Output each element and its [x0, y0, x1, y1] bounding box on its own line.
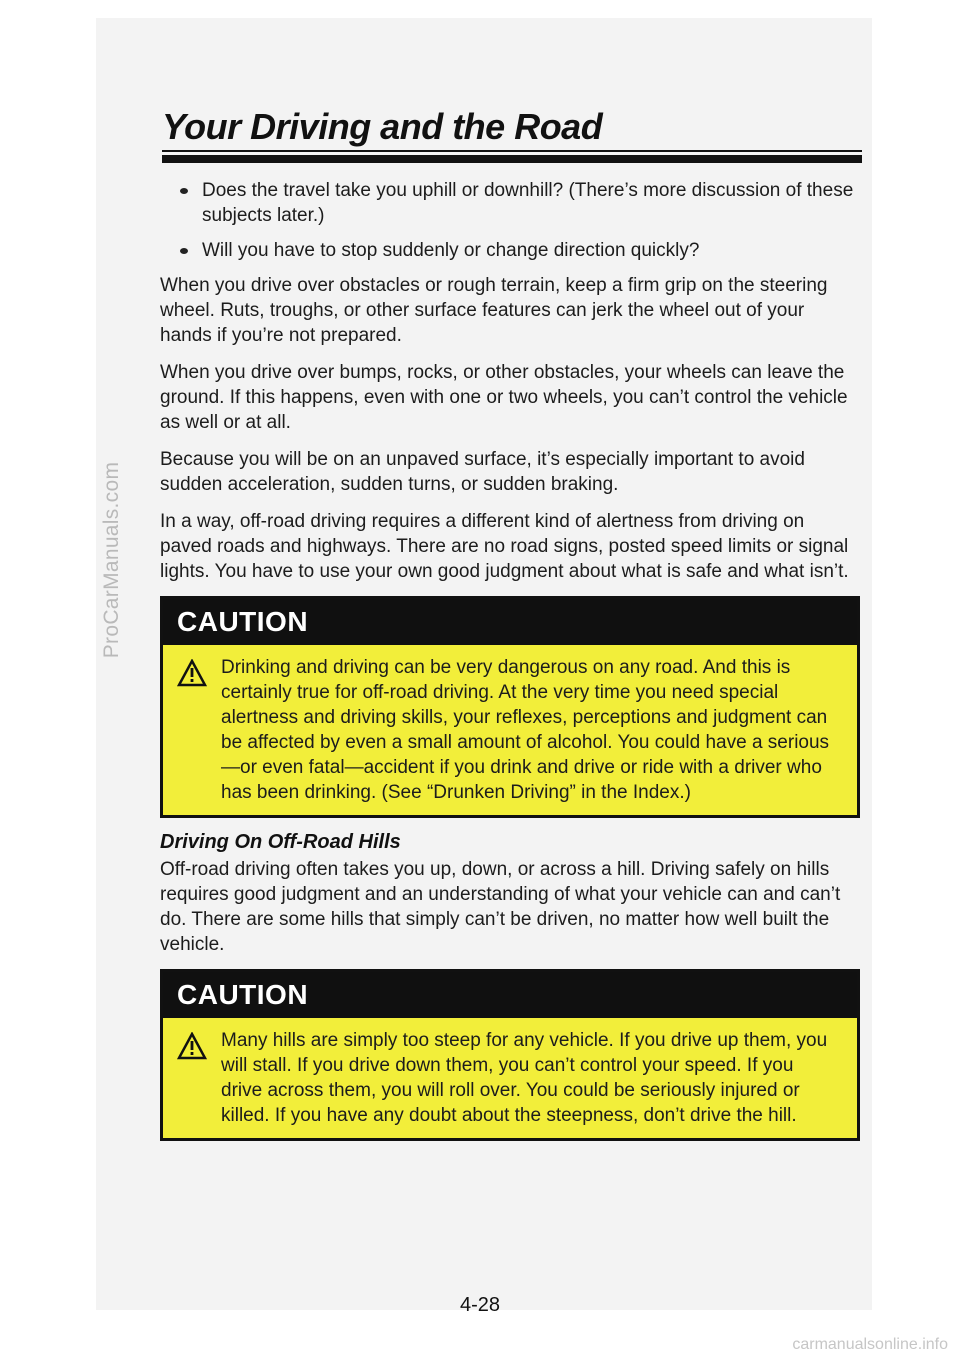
- bullet-text: Does the travel take you uphill or downhill? (There’s more discussion of these subjects later.): [202, 180, 854, 226]
- bullet-item: [160, 178, 860, 228]
- page-number: 4-28: [459, 1294, 501, 1316]
- paragraph: When you drive over obstacles or rough terrain, keep a firm grip on the steering wheel. Ruts, troughs, or other surface features can jerk the wheel out of your hands if you’re not prepared.: [160, 275, 828, 346]
- page-content: [160, 178, 860, 1153]
- caution-box: [160, 596, 860, 818]
- paragraph: When you drive over bumps, rocks, or other obstacles, your wheels can leave the ground. If this happens, even with one or two wheels, you can’t control the vehicle as well or at all.: [160, 362, 848, 433]
- bullet-item: [160, 238, 860, 263]
- caution-heading: CAUTION: [163, 599, 857, 645]
- paragraph: Off-road driving often takes you up, down, or across a hill. Driving safely on hills requires good judgment and an understanding of what your vehicle can and can’t do. There are some hills that simply can’t be driven, no matter how well built the vehicle.: [160, 859, 841, 955]
- warning-triangle-icon: [177, 659, 207, 687]
- caution-heading: CAUTION: [163, 972, 857, 1018]
- warning-triangle-icon: [177, 1032, 207, 1060]
- bullet-text: Will you have to stop suddenly or change direction quickly?: [202, 240, 700, 261]
- bullet-dot-icon: [180, 248, 188, 254]
- side-watermark: ProCarManuals.com: [100, 461, 123, 659]
- footer-watermark: carmanualsonline.info: [792, 1336, 948, 1353]
- bullet-dot-icon: [180, 188, 188, 194]
- caution-text: Drinking and driving can be very dangerous on any road. And this is certainly true for off-road driving. At the very time you need special alertness and driving skills, your reflexes, perceptions and judgment can be affected by even a small amount of alcohol. You could have a serious—or even fatal—accident if you drink and drive or ride with a driver who has been drinking. (See “Drunken Driving” in the Index.): [221, 657, 830, 803]
- paragraph: In a way, off-road driving requires a different kind of alertness from driving on paved roads and highways. There are no road signs, posted speed limits or signal lights. You have to use your own good judgment about what is safe and what isn’t.: [160, 511, 849, 582]
- page-title: Your Driving and the Road: [162, 106, 603, 147]
- paragraph: Because you will be on an unpaved surface, it’s especially important to avoid sudden acceleration, sudden turns, or sudden braking.: [160, 449, 805, 495]
- header-rule-thin: [162, 150, 862, 152]
- header-rule-thick: [162, 155, 862, 163]
- caution-body: [163, 645, 857, 815]
- caution-box: [160, 969, 860, 1141]
- caution-body: [163, 1018, 857, 1138]
- section-heading: Driving On Off-Road Hills: [160, 831, 401, 853]
- caution-text: Many hills are simply too steep for any vehicle. If you drive up them, you will stall. If you drive down them, you can’t control your speed. If you drive across them, you will roll over. You could be seriously injured or killed. If you have any doubt about the steepness, don’t drive the hill.: [221, 1030, 828, 1126]
